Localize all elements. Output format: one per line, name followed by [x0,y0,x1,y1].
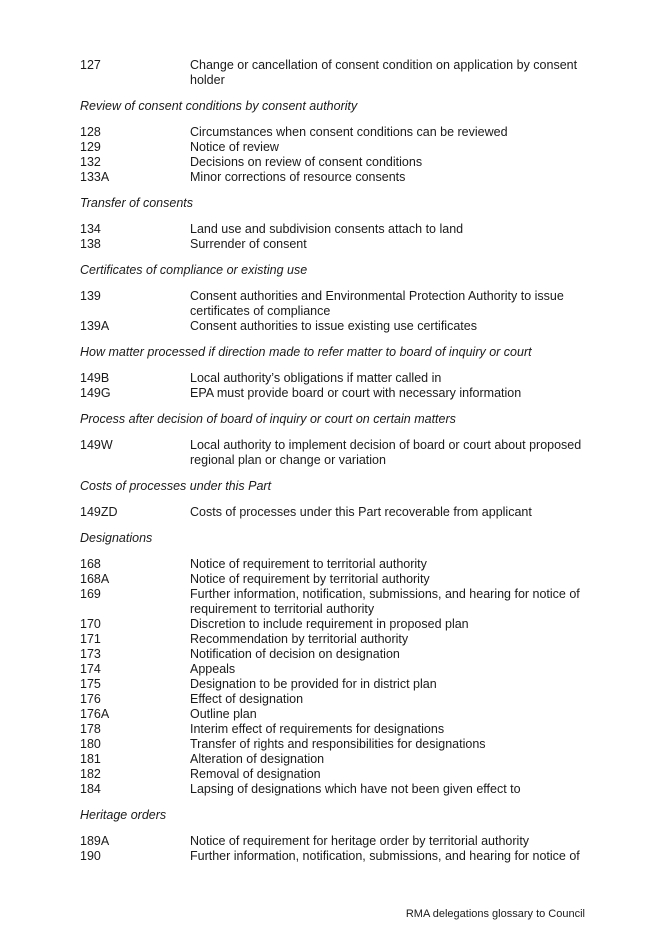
section-number: 176A [80,707,110,721]
section-number: 134 [80,222,101,236]
section-description: Change or cancellation of consent condition on application by consent holder [190,58,578,87]
table-row [80,386,610,401]
section-rows [80,371,610,401]
section-description: Further information, notification, submissions, and hearing for notice of [190,849,580,863]
section-description: Minor corrections of resource consents [190,170,406,184]
section-number: 182 [80,767,101,781]
section-rows [80,125,610,185]
section-heading: How matter processed if direction made to refer matter to board of inquiry or court [80,345,532,359]
section-description: Outline plan [190,707,257,721]
table-row [80,617,610,632]
section-rows [80,438,610,468]
table-row [80,849,610,864]
table-row [80,438,610,468]
section-description: Appeals [190,662,236,676]
table-row [80,222,610,237]
section-description: EPA must provide board or court with necessary information [190,386,522,400]
section-description: Further information, notification, submissions, and hearing for notice of requirement to territorial authority [190,587,580,616]
section-description: Recommendation by territorial authority [190,632,409,646]
section-description: Consent authorities and Environmental Protection Authority to issue certificates of compliance [190,289,564,318]
section-rows [80,505,610,520]
section-number: 171 [80,632,101,646]
table-row [80,289,610,319]
section-description: Transfer of rights and responsibilities for designations [190,737,486,751]
table-row [80,170,610,185]
section-rows [80,222,610,252]
intro-rows [80,58,610,88]
table-row [80,662,610,677]
section-number: 178 [80,722,101,736]
section-number: 129 [80,140,101,154]
section-description: Consent authorities to issue existing use certificates [190,319,477,333]
document-body [80,58,610,864]
section-heading: Certificates of compliance or existing use [80,263,308,277]
section-description: Notice of requirement to territorial authority [190,557,427,571]
page-footer: RMA delegations glossary to Council [405,908,585,920]
section-rows [80,289,610,334]
table-row [80,677,610,692]
table-row [80,722,610,737]
section-number: 139 [80,289,101,303]
section-number: 132 [80,155,101,169]
table-row [80,767,610,782]
section-number: 149W [80,438,113,452]
section-heading: Transfer of consents [80,196,194,210]
table-row [80,752,610,767]
section-description: Local authority to implement decision of board or court about proposed regional plan or change or variation [190,438,582,467]
section-number: 175 [80,677,101,691]
table-row [80,572,610,587]
section-description: Circumstances when consent conditions can be reviewed [190,125,508,139]
section-description: Decisions on review of consent conditions [190,155,423,169]
table-row [80,155,610,170]
section-heading: Designations [80,531,153,545]
table-row [80,707,610,722]
section-description: Local authority’s obligations if matter called in [190,371,442,385]
section-number: 170 [80,617,101,631]
section-number: 189A [80,834,110,848]
section-number: 184 [80,782,101,796]
section-number: 169 [80,587,101,601]
section-number: 174 [80,662,101,676]
section-number: 181 [80,752,101,766]
table-row [80,125,610,140]
table-row [80,737,610,752]
table-row [80,557,610,572]
table-row [80,587,610,617]
table-row [80,692,610,707]
table-row [80,782,610,797]
section-heading: Process after decision of board of inquiry or court on certain matters [80,412,456,426]
section-number: 173 [80,647,101,661]
table-row [80,319,610,334]
table-row [80,58,610,88]
table-row [80,647,610,662]
section-description: Lapsing of designations which have not been given effect to [190,782,521,796]
section-description: Effect of designation [190,692,304,706]
section-description: Notice of requirement for heritage order by territorial authority [190,834,530,848]
section-description: Notification of decision on designation [190,647,400,661]
table-row [80,237,610,252]
section-description: Designation to be provided for in district plan [190,677,437,691]
section-heading: Heritage orders [80,808,167,822]
section-description: Discretion to include requirement in proposed plan [190,617,469,631]
table-row [80,834,610,849]
section-number: 149G [80,386,111,400]
section-number: 128 [80,125,101,139]
section-number: 180 [80,737,101,751]
section-description: Surrender of consent [190,237,307,251]
section-number: 127 [80,58,101,72]
section-description: Interim effect of requirements for designations [190,722,445,736]
section-number: 149ZD [80,505,118,519]
table-row [80,140,610,155]
section-rows [80,557,610,797]
section-heading: Review of consent conditions by consent authority [80,99,358,113]
section-number: 176 [80,692,101,706]
section-description: Notice of requirement by territorial authority [190,572,430,586]
table-row [80,371,610,386]
section-number: 190 [80,849,101,863]
section-number: 133A [80,170,110,184]
section-number: 168 [80,557,101,571]
section-number: 138 [80,237,101,251]
section-description: Land use and subdivision consents attach to land [190,222,464,236]
section-number: 168A [80,572,110,586]
section-description: Notice of review [190,140,279,154]
section-number: 149B [80,371,110,385]
section-rows [80,834,610,864]
section-number: 139A [80,319,110,333]
table-row [80,632,610,647]
section-heading: Costs of processes under this Part [80,479,272,493]
section-description: Removal of designation [190,767,321,781]
sections [80,99,610,864]
section-description: Costs of processes under this Part recoverable from applicant [190,505,532,519]
table-row [80,505,610,520]
section-description: Alteration of designation [190,752,325,766]
